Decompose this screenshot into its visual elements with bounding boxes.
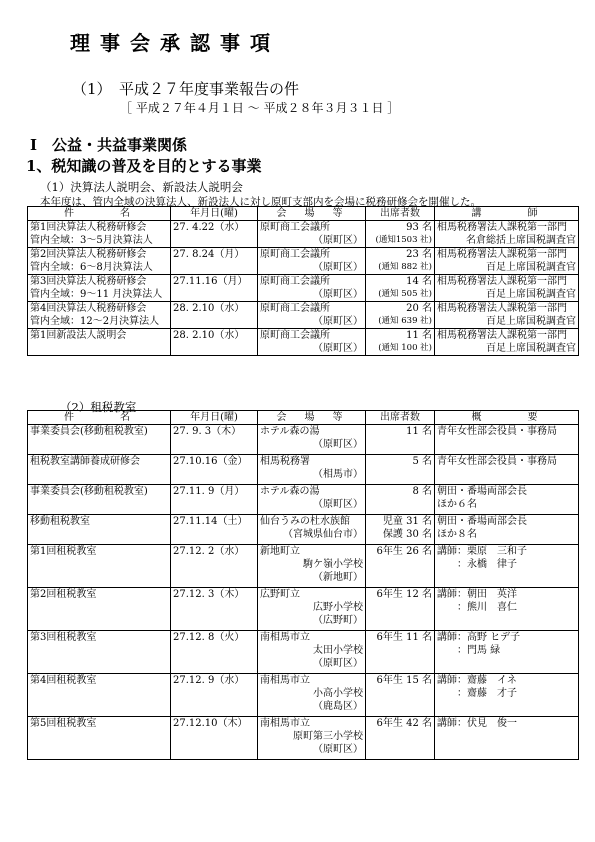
event-name-cell-line: 管内全域：3～5月決算法人 [30,235,153,246]
date-cell-text: 27.11.14（土） [173,516,248,527]
date-cell [171,302,258,329]
summary-cell-line: 青年女性部会役員・事務局 [437,426,557,437]
lecturer-cell [435,275,579,302]
venue-cell-line: （鹿島区） [313,701,363,712]
event-name-cell-line: 第2回決算法人税務研修会 [30,249,147,260]
report-period: ［ 平成２７年４月１日 ～ 平成２８年３月３１日 ］ [120,101,400,115]
venue-cell-line: （原町区） [313,289,363,300]
event-name-cell-line [30,342,168,355]
date-cell [171,515,258,545]
venue-cell-line: 新地町立 [260,546,300,557]
event-name-cell-text: 第5回租税教室 [30,718,97,729]
venue-cell-line: 南相馬市立 [260,718,310,729]
lecturer-cell-line: 名倉総括上席国税調査官 [466,235,576,246]
attendance-cell-line: 8 名 [412,486,432,497]
event-name-cell [28,717,171,760]
summary-cell [435,455,579,485]
event-name-cell-line: 第4回決算法人税務研修会 [30,303,147,314]
lecturer-cell-line: 相馬税務署法人課税第一部門 [437,330,567,341]
date-cell-text: 27. 8.24（月） [173,249,245,260]
date-cell [171,455,258,485]
column-header: 会 場 等 [258,207,366,221]
event-name-cell [28,221,171,248]
table-row [28,455,579,485]
venue-cell-line: （原町区） [313,262,363,273]
venue-cell [258,674,366,717]
lecturer-cell-line: 百足上席国税調査官 [486,289,576,300]
date-cell [171,631,258,674]
venue-cell-line: ホテル森の湯 [260,426,320,437]
venue-cell-line: 南相馬市立 [260,632,310,643]
tax-class-table-header [28,411,579,425]
summary-cell-line: ：門馬 緑 [437,645,501,656]
venue-cell-line: （原町区） [313,343,363,354]
attendance-cell-line: 児童 31 名 [382,516,432,527]
event-name-cell-line: 管内全域：6～8月決算法人 [30,262,153,273]
venue-cell-line: （原町区） [313,744,363,755]
table-row [28,674,579,717]
column-header: 出席者数 [366,207,435,221]
attendance-cell [366,515,435,545]
venue-cell [258,485,366,515]
event-name-cell-text: 移動租税教室 [30,516,90,527]
venue-cell-line: 原町第三小学校 [293,731,363,742]
date-cell [171,545,258,588]
venue-cell-line: （原町区） [313,235,363,246]
attendance-cell-line: 6年生 12 名 [376,589,432,600]
lecturer-cell-line: 相馬税務署法人課税第一部門 [437,249,567,260]
attendance-cell [366,485,435,515]
table-row [28,545,579,588]
date-cell [171,329,258,356]
table-row [28,248,579,275]
date-cell-text: 27.11. 9（月） [173,486,245,497]
event-name-cell [28,485,171,515]
table-row [28,717,579,760]
attendance-cell [366,631,435,674]
venue-cell-line: （原町区） [313,658,363,669]
attendance-cell-line: 23 名 [406,249,432,260]
date-cell [171,588,258,631]
summary-cell-line: 朝田・番場両部会長 [437,516,527,527]
summary-cell-line: 朝田・番場両部会長 [437,486,527,497]
event-name-cell-line: 第1回決算法人税務研修会 [30,222,147,233]
summary-cell-line: 講師：栗原 三和子 [437,546,527,557]
attendance-cell [366,455,435,485]
summary-cell [435,631,579,674]
summary-cell-line: 講師：伏見 俊一 [437,718,517,729]
seminar-table-header [28,207,579,221]
lecturer-cell-line: 百足上席国税調査官 [486,343,576,354]
attendance-cell [366,545,435,588]
event-name-cell-line: 管内全域：12～2月決算法人 [30,316,160,327]
date-cell-text: 27.12. 3（木） [173,589,245,600]
venue-cell-line: 原町商工会議所 [260,303,330,314]
date-cell [171,485,258,515]
seminar-table [27,206,579,356]
venue-cell [258,248,366,275]
summary-cell [435,425,579,455]
attendance-cell-line: (通知1503 社) [375,235,432,245]
venue-cell-line: ホテル森の湯 [260,486,320,497]
summary-cell-line: 講師：朝田 英洋 [437,589,517,600]
summary-cell-line: ：永橋 律子 [437,559,517,570]
seminar-heading: （1）決算法人説明会、新設法人説明会 [40,180,243,194]
venue-cell-line: 相馬税務署 [260,456,310,467]
venue-cell-line: （宮城県仙台市） [283,529,363,540]
table-row [28,425,579,455]
summary-cell-line: 青年女性部会役員・事務局 [437,456,557,467]
summary-cell-line: ほか６名 [437,499,477,510]
subsection-heading: 1、税知識の普及を目的とする事業 [26,157,262,175]
venue-cell-line: 駒ケ嶺小学校 [303,559,363,570]
summary-cell-line: ：熊川 喜仁 [437,602,517,613]
attendance-cell-line: 5 名 [412,456,432,467]
venue-cell-line: （新地町） [313,572,363,583]
date-cell [171,674,258,717]
date-cell-text: 27.12. 9（水） [173,675,245,686]
date-cell [171,425,258,455]
table-row [28,275,579,302]
attendance-cell [366,275,435,302]
event-name-cell [28,302,171,329]
attendance-cell [366,588,435,631]
event-name-cell [28,545,171,588]
table-row [28,329,579,356]
date-cell-text: 27. 4.22（水） [173,222,245,233]
attendance-cell-line: 11 名 [406,426,432,437]
venue-cell-line: 太田小学校 [313,645,363,656]
table-row [28,302,579,329]
venue-cell [258,545,366,588]
event-name-cell-text: 第2回租税教室 [30,589,97,600]
attendance-cell-line: 保護 30 名 [382,529,432,540]
table-row [28,485,579,515]
event-name-cell [28,329,171,356]
venue-cell-line: （相馬市） [313,469,363,480]
summary-cell-line: 講師：高野 ヒデ子 [437,632,521,643]
venue-cell-line: （原町区） [313,499,363,510]
event-name-cell-line: 管内全域：9～11 月決算法人 [30,289,163,300]
summary-cell [435,717,579,760]
venue-cell-line: 広野小学校 [313,602,363,613]
venue-cell [258,275,366,302]
venue-cell-line: （原町区） [313,316,363,327]
venue-cell-line: 原町商工会議所 [260,249,330,260]
venue-cell-line: 広野町立 [260,589,300,600]
table-row [28,515,579,545]
column-header: 年月日(曜) [171,207,258,221]
column-header: 概 要 [435,411,579,425]
date-cell-text: 27. 9. 3（木） [173,426,242,437]
date-cell [171,248,258,275]
summary-cell [435,588,579,631]
table-row [28,631,579,674]
event-name-cell-text: 事業委員会(移動租税教室) [30,426,148,437]
venue-cell [258,302,366,329]
venue-cell [258,329,366,356]
date-cell-text: 27.11.16（月） [173,276,248,287]
event-name-cell [28,588,171,631]
event-name-cell-text: 第1回租税教室 [30,546,97,557]
venue-cell-line: 原町商工会議所 [260,276,330,287]
lecturer-cell-line: 相馬税務署法人課税第一部門 [437,222,567,233]
lecturer-cell [435,221,579,248]
event-name-cell [28,674,171,717]
event-name-cell-text: 租税教室講師養成研修会 [30,456,140,467]
column-header: 件 名 [28,411,171,425]
attendance-cell [366,248,435,275]
attendance-cell [366,717,435,760]
date-cell [171,275,258,302]
venue-cell-line: 原町商工会議所 [260,330,330,341]
attendance-cell-line: 6年生 11 名 [376,632,432,643]
attendance-cell-line: 6年生 26 名 [376,546,432,557]
event-name-cell-line: 第1回新設法人説明会 [30,330,127,341]
event-name-cell [28,515,171,545]
attendance-cell-line: 20 名 [406,303,432,314]
attendance-cell [366,425,435,455]
date-cell-text: 27.12. 8（火） [173,632,245,643]
lecturer-cell [435,302,579,329]
page-title: 理事会承認事項 [70,31,280,55]
table-row [28,588,579,631]
date-cell-text: 27.10.16（金） [173,456,248,467]
venue-cell [258,717,366,760]
summary-cell [435,515,579,545]
attendance-cell-line: 6年生 42 名 [376,718,432,729]
attendance-cell-line: (通知 100 社) [378,343,432,353]
summary-cell [435,485,579,515]
venue-cell-line: 原町商工会議所 [260,222,330,233]
lecturer-cell-line: 相馬税務署法人課税第一部門 [437,303,567,314]
venue-cell [258,515,366,545]
event-name-cell-text: 第3回租税教室 [30,632,97,643]
attendance-cell [366,329,435,356]
lecturer-cell-line: 百足上席国税調査官 [486,316,576,327]
event-name-cell [28,631,171,674]
event-name-cell [28,425,171,455]
date-cell-text: 27.12.10（木） [173,718,248,729]
summary-cell-line: 講師：齋藤 イネ [437,675,517,686]
lecturer-cell-line: 相馬税務署法人課税第一部門 [437,276,567,287]
event-name-cell-line: 第3回決算法人税務研修会 [30,276,147,287]
attendance-cell-line: (通知 505 社) [378,289,432,299]
event-name-cell [28,455,171,485]
attendance-cell [366,674,435,717]
date-cell-text: 28. 2.10（水） [173,330,245,341]
column-header: 年月日(曜) [171,411,258,425]
attendance-cell-line: 14 名 [406,276,432,287]
report-title: （1） 平成２７年度事業報告の件 [72,80,300,98]
venue-cell [258,455,366,485]
venue-cell [258,221,366,248]
tax-class-heading: （2）租税教室 [60,400,137,414]
event-name-cell-text: 事業委員会(移動租税教室) [30,486,148,497]
attendance-cell-line: (通知 882 社) [378,262,432,272]
venue-cell [258,631,366,674]
seminar-intro: 本年度は、管内全域の決算法人、新設法人に対し原町支部内を会場に税務研修会を開催した。 [40,196,481,208]
venue-cell-line: 小高小学校 [313,688,363,699]
date-cell-text: 28. 2.10（水） [173,303,245,314]
column-header: 出席者数 [366,411,435,425]
attendance-cell [366,302,435,329]
venue-cell [258,588,366,631]
attendance-cell-line: (通知 639 社) [378,316,432,326]
summary-cell-line: ：齋藤 才子 [437,688,517,699]
date-cell [171,717,258,760]
table-row [28,221,579,248]
venue-cell-line: 南相馬市立 [260,675,310,686]
venue-cell [258,425,366,455]
column-header: 講 師 [435,207,579,221]
section-heading: Ⅰ 公益・共益事業関係 [30,136,188,154]
date-cell [171,221,258,248]
venue-cell-line: （広野町） [313,615,363,626]
lecturer-cell [435,329,579,356]
venue-cell-line: 仙台うみの杜水族館 [260,516,350,527]
event-name-cell-text: 第4回租税教室 [30,675,97,686]
attendance-cell [366,221,435,248]
event-name-cell [28,248,171,275]
lecturer-cell [435,248,579,275]
summary-cell [435,674,579,717]
summary-cell [435,545,579,588]
date-cell-text: 27.12. 2（水） [173,546,245,557]
event-name-cell [28,275,171,302]
attendance-cell-line: 11 名 [406,330,432,341]
venue-cell-line: （原町区） [313,439,363,450]
column-header: 会 場 等 [258,411,366,425]
column-header: 件 名 [28,207,171,221]
summary-cell-line: ほか８名 [437,529,477,540]
attendance-cell-line: 93 名 [406,222,432,233]
tax-class-table [27,410,579,760]
lecturer-cell-line: 百足上席国税調査官 [486,262,576,273]
attendance-cell-line: 6年生 15 名 [376,675,432,686]
